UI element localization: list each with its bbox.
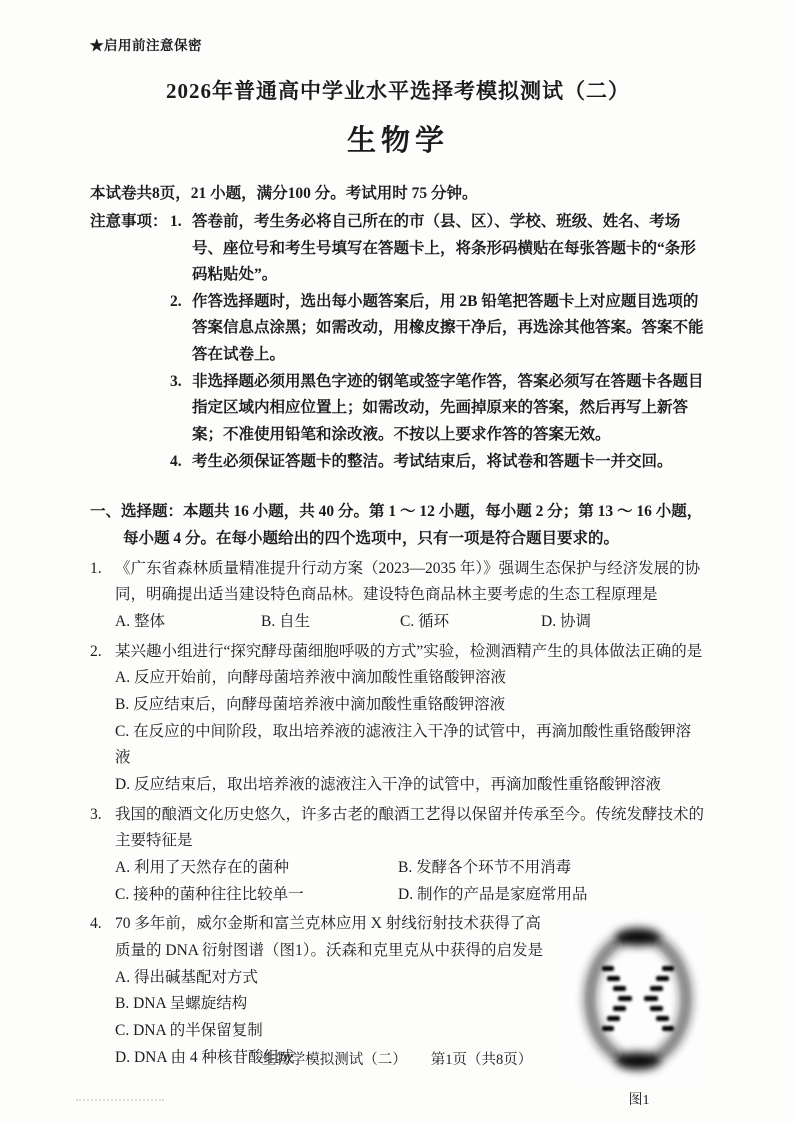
- footer-paper-name: 生物学模拟测试（二）: [261, 1052, 407, 1069]
- note-item-2: [170, 289, 706, 369]
- question-1-option-a: A. 整体: [115, 613, 165, 631]
- question-3-option-d: D. 制作的产品是家庭常用品: [398, 885, 588, 903]
- question-stem-text: 某兴趣小组进行“探究酵母菌细胞呼吸的方式”实验，检测酒精产生的具体做法正确的是: [115, 642, 703, 660]
- question-3-option-c: C. 接种的菌种往往比较单一: [115, 885, 304, 903]
- question-4-option-c: C. DNA 的半保留复制: [115, 1021, 263, 1039]
- question-number: 1.: [90, 559, 102, 577]
- question-2: [90, 639, 706, 799]
- question-options: [90, 609, 706, 636]
- exam-notes: [90, 209, 706, 476]
- section-header: 一、选择题：本题共 16 小题，共 40 分。第 1 ～ 12 小题，每小题 2 分；第 13 ～ 16 小题，每小题 4 分。在每小题给出的四个选项中，只有一项是符合题目要求的。: [90, 503, 703, 548]
- question-number: 4.: [90, 915, 102, 933]
- note-item-1: [170, 209, 706, 289]
- question-stem-text: 70 多年前，威尔金斯和富兰克林应用 X 射线衍射技术获得了高质量的 DNA 衍射图谱（图1）。沃森和克里克从中获得的启发是: [115, 915, 543, 959]
- question-stem-text: 《广东省森林质量精准提升行动方案（2023—2035 年）》强调生态保护与经济发展的协同，明确提出适当建设特色商品林。建设特色商品林主要考虑的生态工程原理是: [115, 559, 701, 604]
- question-stem: [90, 556, 706, 609]
- figure-1: [572, 915, 706, 1113]
- question-2-option-c: C. 在反应的中间阶段，取出培养液的滤液注入干净的试管中，再滴加酸性重铬酸钾溶液: [115, 722, 692, 767]
- note-number: 4.: [170, 452, 182, 470]
- question-4-option-b: B. DNA 呈螺旋结构: [115, 995, 248, 1013]
- note-text: 考生必须保证答题卡的整洁。考试结束后，将试卷和答题卡一并交回。: [192, 452, 673, 470]
- question-4-option-d: D. DNA 由 4 种核苷酸组成: [115, 1048, 295, 1066]
- question-number: 3.: [90, 805, 102, 823]
- note-text: 答卷前，考生务必将自己所在的市（县、区）、学校、班级、姓名、考场号、座位号和考生号填写在答题卡上，将条形码横贴在每张答题卡的“条形码粘贴处”。: [192, 212, 696, 284]
- question-3-option-a: A. 利用了天然存在的菌种: [115, 858, 289, 876]
- note-item-3: [170, 369, 706, 449]
- question-1-option-d: D. 协调: [541, 613, 591, 631]
- question-4: [90, 911, 706, 1113]
- question-2-option-a: A. 反应开始前，向酵母菌培养液中滴加酸性重铬酸钾溶液: [115, 669, 506, 687]
- footer-page-number: 第1页（共8页）: [430, 1052, 533, 1069]
- subject-title: 生物学: [346, 125, 449, 158]
- question-stem: [90, 639, 706, 666]
- note-text: 作答选择题时，选出每小题答案后，用 2B 铅笔把答题卡上对应题目选项的答案信息点涂黑；如需改动，用橡皮擦干净后，再选涂其他答案。答案不能答在试卷上。: [192, 292, 704, 364]
- scan-artifact-dotted-line: [76, 1099, 164, 1101]
- notes-items: [170, 209, 706, 476]
- note-text: 非选择题必须用黑色字迹的钢笔或签字笔作答，答案必须写在答题卡各题目指定区域内相应位置上；如需改动，先画掉原来的答案，然后再写上新答案；不准使用铅笔和涂改液。不按以上要求作答的答案无效。: [192, 372, 704, 444]
- question-options: [90, 855, 706, 908]
- question-2-option-d: D. 反应结束后，取出培养液的滤液注入干净的试管中，再滴加酸性重铬酸钾溶液: [115, 775, 661, 793]
- question-options: [90, 665, 706, 798]
- note-number: 1.: [170, 212, 182, 230]
- paper-info: 本试卷共8页，21 小题，满分100 分。考试用时 75 分钟。: [90, 185, 478, 203]
- page-footer: [0, 1048, 794, 1073]
- question-1: [90, 556, 706, 636]
- question-4-option-a: A. 得出碱基配对方式: [115, 968, 258, 986]
- question-stem-text: 我国的酿酒文化历史悠久，许多古老的酿酒工艺得以保留并传承至今。传统发酵技术的主要特征是: [115, 805, 705, 850]
- question-3: [90, 802, 706, 909]
- note-item-4: [170, 449, 706, 476]
- question-number: 2.: [90, 642, 102, 660]
- question-2-option-b: B. 反应结束后，向酵母菌培养液中滴加酸性重铬酸钾溶液: [115, 696, 506, 714]
- security-notice: ★启用前注意保密: [90, 38, 202, 53]
- question-3-option-b: B. 发酵各个环节不用消毒: [398, 858, 572, 876]
- question-1-option-b: B. 自生: [261, 613, 311, 631]
- notes-label: 注意事项：: [90, 212, 168, 230]
- figure-caption: 图1: [628, 1093, 650, 1109]
- note-number: 2.: [170, 292, 182, 310]
- question-stem: [90, 802, 706, 855]
- question-1-option-c: C. 循环: [400, 613, 450, 631]
- note-number: 3.: [170, 372, 182, 390]
- exam-title: 2026年普通高中学业水平选择考模拟测试（二）: [166, 79, 630, 104]
